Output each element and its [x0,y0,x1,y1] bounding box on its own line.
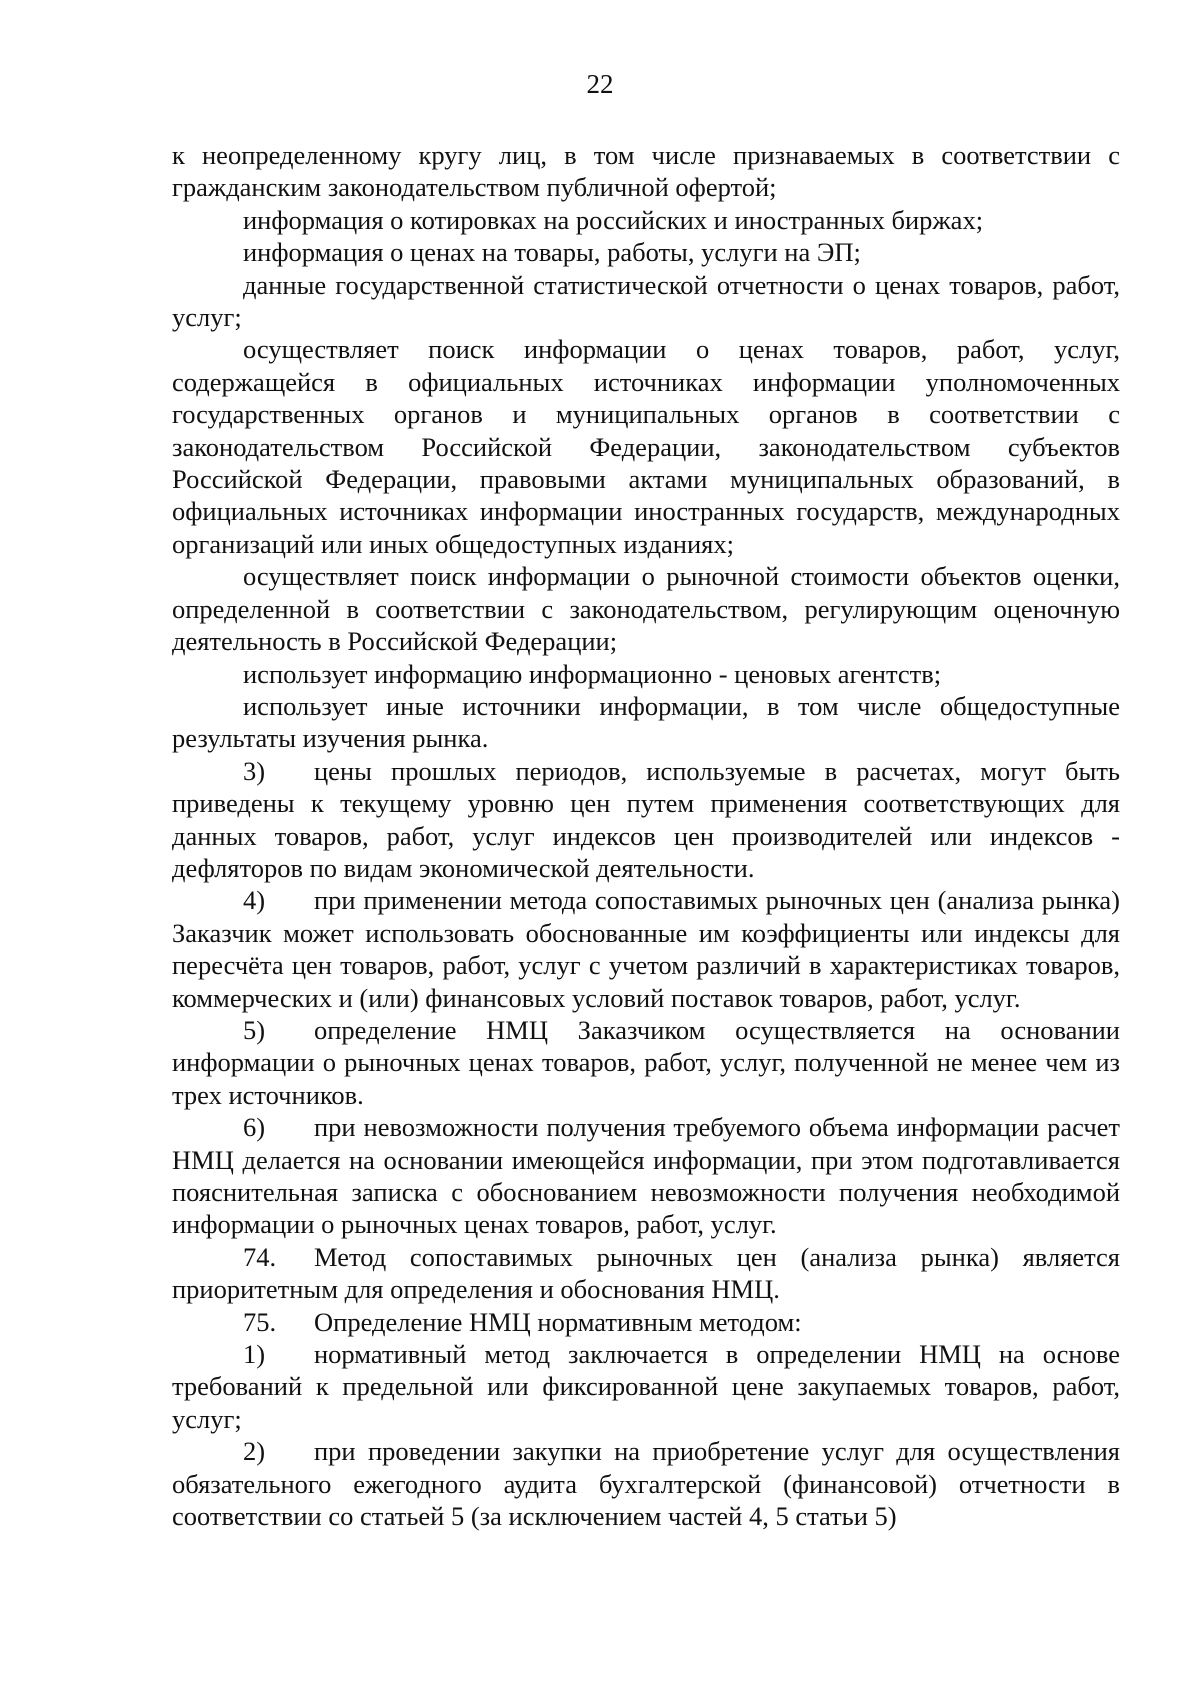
paragraph-number: 75. [243,1306,277,1337]
paragraph-text: осуществляет поиск информации о рыночной стоимости объектов оценки, определенной в соответствии с законодательством, регулирующим оценочную деятельность в Российской Федерации; [172,561,1120,657]
paragraph-text: информация о ценах на товары, работы, услуги на ЭП; [243,237,861,268]
paragraph [172,333,1120,560]
paragraph-text: при проведении закупки на приобретение услуг для осуществления обязательного ежегодного аудита бухгалтерской (финансовой) отчетности в соответствии со статьей 5 (за исключением частей 4, 5 статьи 5) [172,1436,1120,1532]
numbered-paragraph [172,1241,1120,1306]
paragraph [172,204,1120,236]
paragraph-text: информация о котировках на российских и иностранных биржах; [243,204,984,235]
paragraph-text: осуществляет поиск информации о ценах товаров, работ, услуг, содержащейся в официальных источниках информации уполномоченных государственных органов и муниципальных органов в соответствии с законодательством Российской Федерации, законодательством субъектов Российской Федерации, правовыми актами муниципальных образований, в официальных источниках информации иностранных государств, международных организаций или иных общедоступных изданиях; [172,334,1120,559]
document-body [172,139,1120,1532]
numbered-paragraph [172,1338,1120,1435]
numbered-paragraph [172,1111,1120,1241]
numbered-paragraph [172,1435,1120,1532]
paragraph [172,269,1120,334]
paragraph [172,658,1120,690]
numbered-paragraph [172,1014,1120,1111]
paragraph-number: 6) [243,1112,266,1143]
numbered-paragraph [172,755,1120,885]
paragraph [172,236,1120,268]
page-number: 22 [586,69,614,99]
paragraph-number: 4) [243,885,266,916]
numbered-paragraph [172,884,1120,1014]
paragraph-number: 1) [243,1339,266,1370]
paragraph-text: использует информацию информационно - ценовых агентств; [243,658,942,689]
paragraph [172,560,1120,657]
numbered-paragraph [172,1306,1120,1338]
paragraph [172,139,1120,204]
paragraph-text: определение НМЦ Заказчиком осуществляется на основании информации о рыночных ценах товаров, работ, услуг, полученной не менее чем из трех источников. [172,1014,1120,1110]
paragraph-text: при применении метода сопоставимых рыночных цен (анализа рынка) Заказчик может использовать обоснованные им коэффициенты или индексы для пересчёта цен товаров, работ, услуг с учетом различий в характеристиках товаров, коммерческих и (или) финансовых условий поставок товаров, работ, услуг. [172,885,1120,1013]
paragraph [172,690,1120,755]
paragraph-text: нормативный метод заключается в определении НМЦ на основе требований к предельной или фиксированной цене закупаемых товаров, работ, услуг; [172,1339,1120,1434]
paragraph-text: Определение НМЦ нормативным методом: [314,1306,802,1337]
paragraph-number: 2) [243,1436,266,1467]
paragraph-text: цены прошлых периодов, используемые в расчетах, могут быть приведены к текущему уровню цен путем применения соответствующих для данных товаров, работ, услуг индексов цен производителей или индексов - дефляторов по видам экономической деятельности. [172,755,1120,883]
paragraph-text: данные государственной статистической отчетности о ценах товаров, работ, услуг; [172,269,1120,333]
paragraph-text: Метод сопоставимых рыночных цен (анализа рынка) является приоритетным для определения и обоснования НМЦ. [172,1241,1120,1305]
paragraph-number: 5) [243,1014,266,1045]
paragraph-text: к неопределенному кругу лиц, в том числе признаваемых в соответствии с гражданским законодательством публичной офертой; [172,140,1120,203]
paragraph-text: при невозможности получения требуемого объема информации расчет НМЦ делается на основании имеющейся информации, при этом подготавливается пояснительная записка с обоснованием невозможности получения необходимой информации о рыночных ценах товаров, работ, услуг. [172,1112,1120,1240]
paragraph-number: 74. [243,1241,277,1272]
paragraph-text: использует иные источники информации, в том числе общедоступные результаты изучения рынка. [172,690,1120,754]
paragraph-number: 3) [243,755,266,786]
